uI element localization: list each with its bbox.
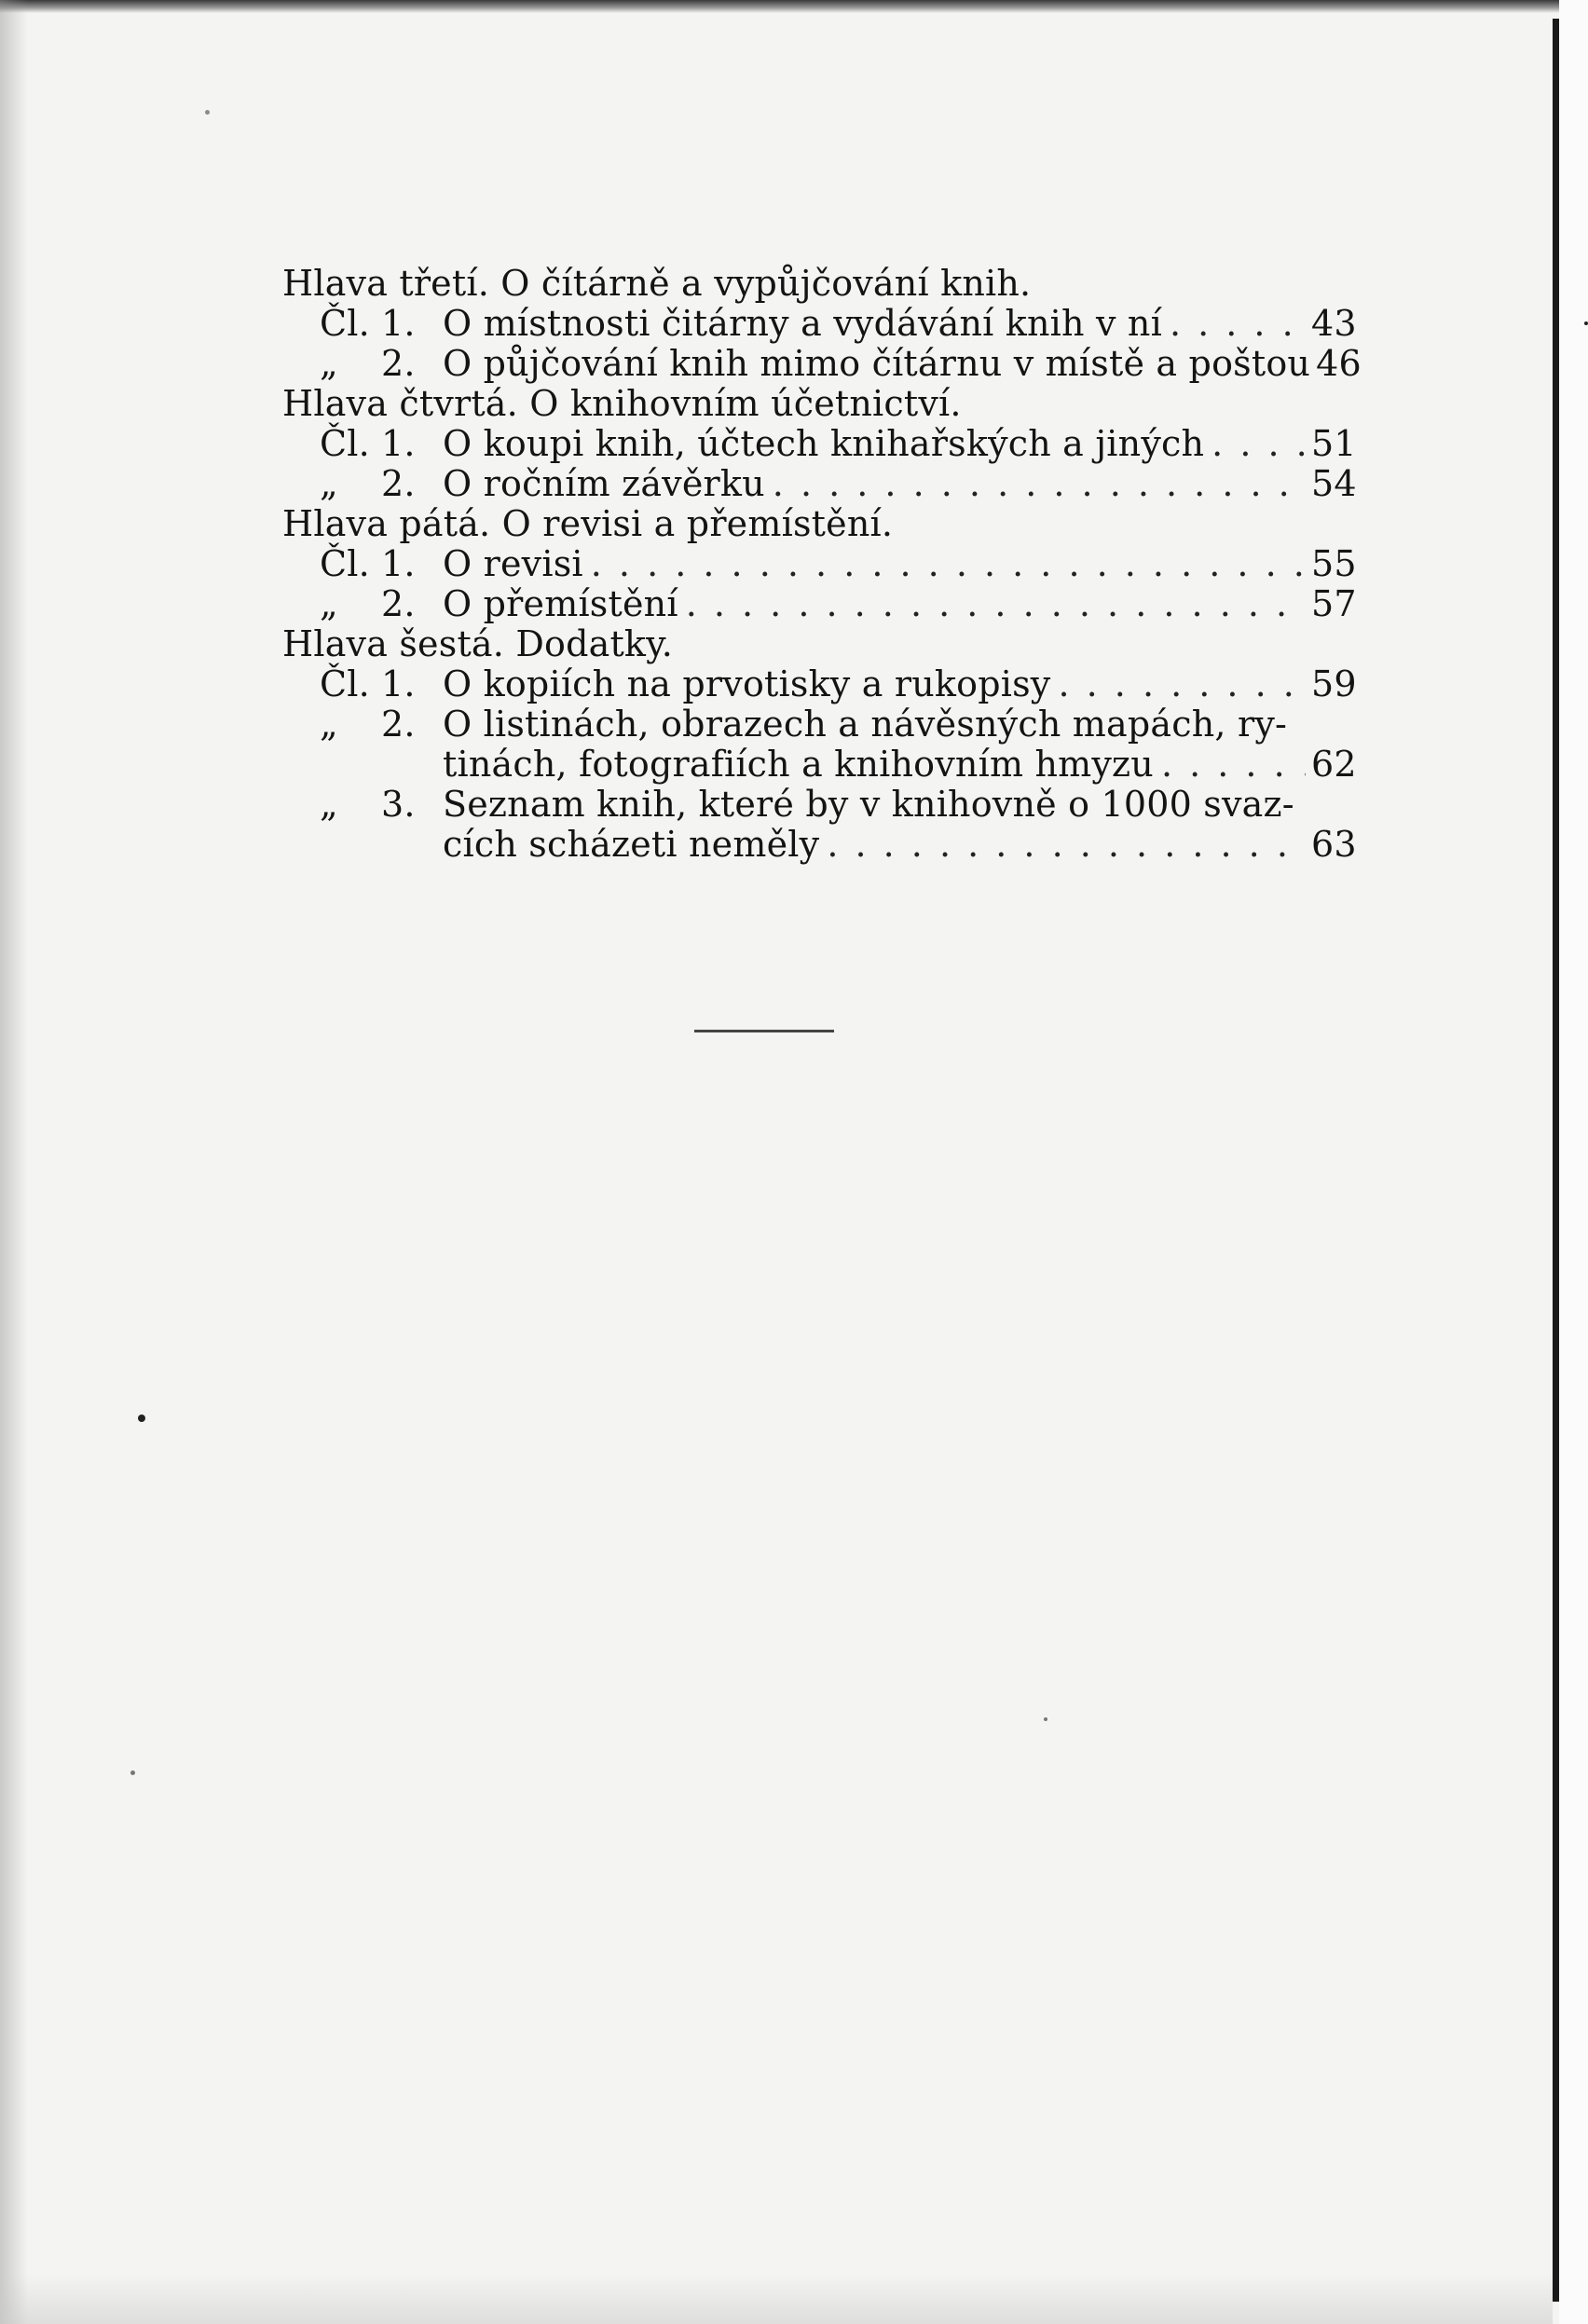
entry-title-line2: tinách, fotografiích a knihovním hmyzu [443,744,1154,785]
chapter-title: Hlava třetí. O čítárně a vypůjčování knih. [282,263,1032,304]
entry-title-line1: Seznam knih, které by v knihovně o 1000 svaz- [443,784,1294,825]
entry-label: Čl. [320,663,370,704]
toc-entry [282,584,1356,624]
entry-number: 2. [381,463,416,504]
toc-entry [282,704,1356,745]
dot-leader [765,464,1306,504]
entry-title: O ročním závěrku [443,463,765,504]
section-end-rule [694,1030,834,1032]
entry-page: 43 [1311,303,1357,344]
scan-right-margin [1559,0,1588,2324]
entry-number: 1. [381,543,416,584]
entry-label: „ [320,463,338,504]
entry-number: 2. [381,343,416,384]
chapter-title: Hlava čtvrtá. O knihovním účetnictví. [282,383,962,424]
toc-entry [282,304,1356,344]
entry-page: 46 [1316,343,1362,384]
chapter-heading [282,624,1356,664]
table-of-contents [282,263,1362,865]
chapter-heading [282,384,1356,424]
toc-entry-continuation [282,745,1356,785]
entry-title: O místnosti čitárny a vydávání knih v ní [443,303,1162,344]
dot-leader [819,825,1306,865]
entry-page: 63 [1311,824,1357,865]
dot-leader [1204,424,1306,464]
dot-leader [1162,304,1306,344]
entry-page: 62 [1311,744,1357,785]
entry-label: „ [320,704,338,745]
entry-page: 59 [1311,663,1357,704]
entry-title: O půjčování knih mimo čítárnu v místě a poštou [443,343,1311,384]
entry-title: O přemístění [443,583,678,624]
entry-number: 2. [381,583,416,624]
scan-speck [138,1415,145,1422]
dot-leader [1154,745,1306,785]
entry-title-line2: cích scházeti neměly [443,824,820,865]
entry-label: „ [320,343,338,384]
entry-number: 3. [381,784,416,825]
toc-entry [282,464,1356,504]
toc-entry [282,343,1362,384]
scan-bottom-shade [0,2274,1553,2324]
entry-label: Čl. [320,303,370,344]
entry-label: Čl. [320,543,370,584]
toc-entry-continuation [282,825,1356,865]
entry-label: Čl. [320,423,370,464]
toc-entry [282,785,1356,825]
entry-title: O revisi [443,543,583,584]
entry-title: O koupi knih, účtech knihařských a jiných [443,423,1205,464]
toc-entry [282,424,1356,464]
entry-page: 55 [1311,543,1357,584]
entry-number: 1. [381,663,416,704]
scan-top-shadow [0,0,1588,13]
chapter-heading [282,504,1356,544]
entry-title-line1: O listinách, obrazech a návěsných mapách, ry- [443,704,1288,745]
page-right-edge [1553,19,1559,2302]
chapter-title: Hlava pátá. O revisi a přemístění. [282,503,894,544]
entry-label: „ [320,784,338,825]
toc-entry [282,544,1356,584]
scan-speck [1584,321,1588,325]
scan-left-shadow [0,0,28,2324]
scan-speck [1044,1717,1047,1721]
chapter-heading [282,264,1356,304]
dot-leader [583,544,1306,584]
toc-entry [282,664,1356,704]
scan-speck [130,1770,135,1775]
entry-number: 1. [381,423,416,464]
entry-number: 2. [381,704,416,745]
dot-leader [678,584,1306,624]
chapter-title: Hlava šestá. Dodatky. [282,623,674,664]
dot-leader [1050,664,1306,704]
entry-title: O kopiích na prvotisky a rukopisy [443,663,1051,704]
entry-page: 54 [1311,463,1357,504]
entry-page: 57 [1311,583,1357,624]
entry-number: 1. [381,303,416,344]
entry-page: 51 [1311,423,1357,464]
entry-label: „ [320,583,338,624]
scan-speck [205,110,210,115]
